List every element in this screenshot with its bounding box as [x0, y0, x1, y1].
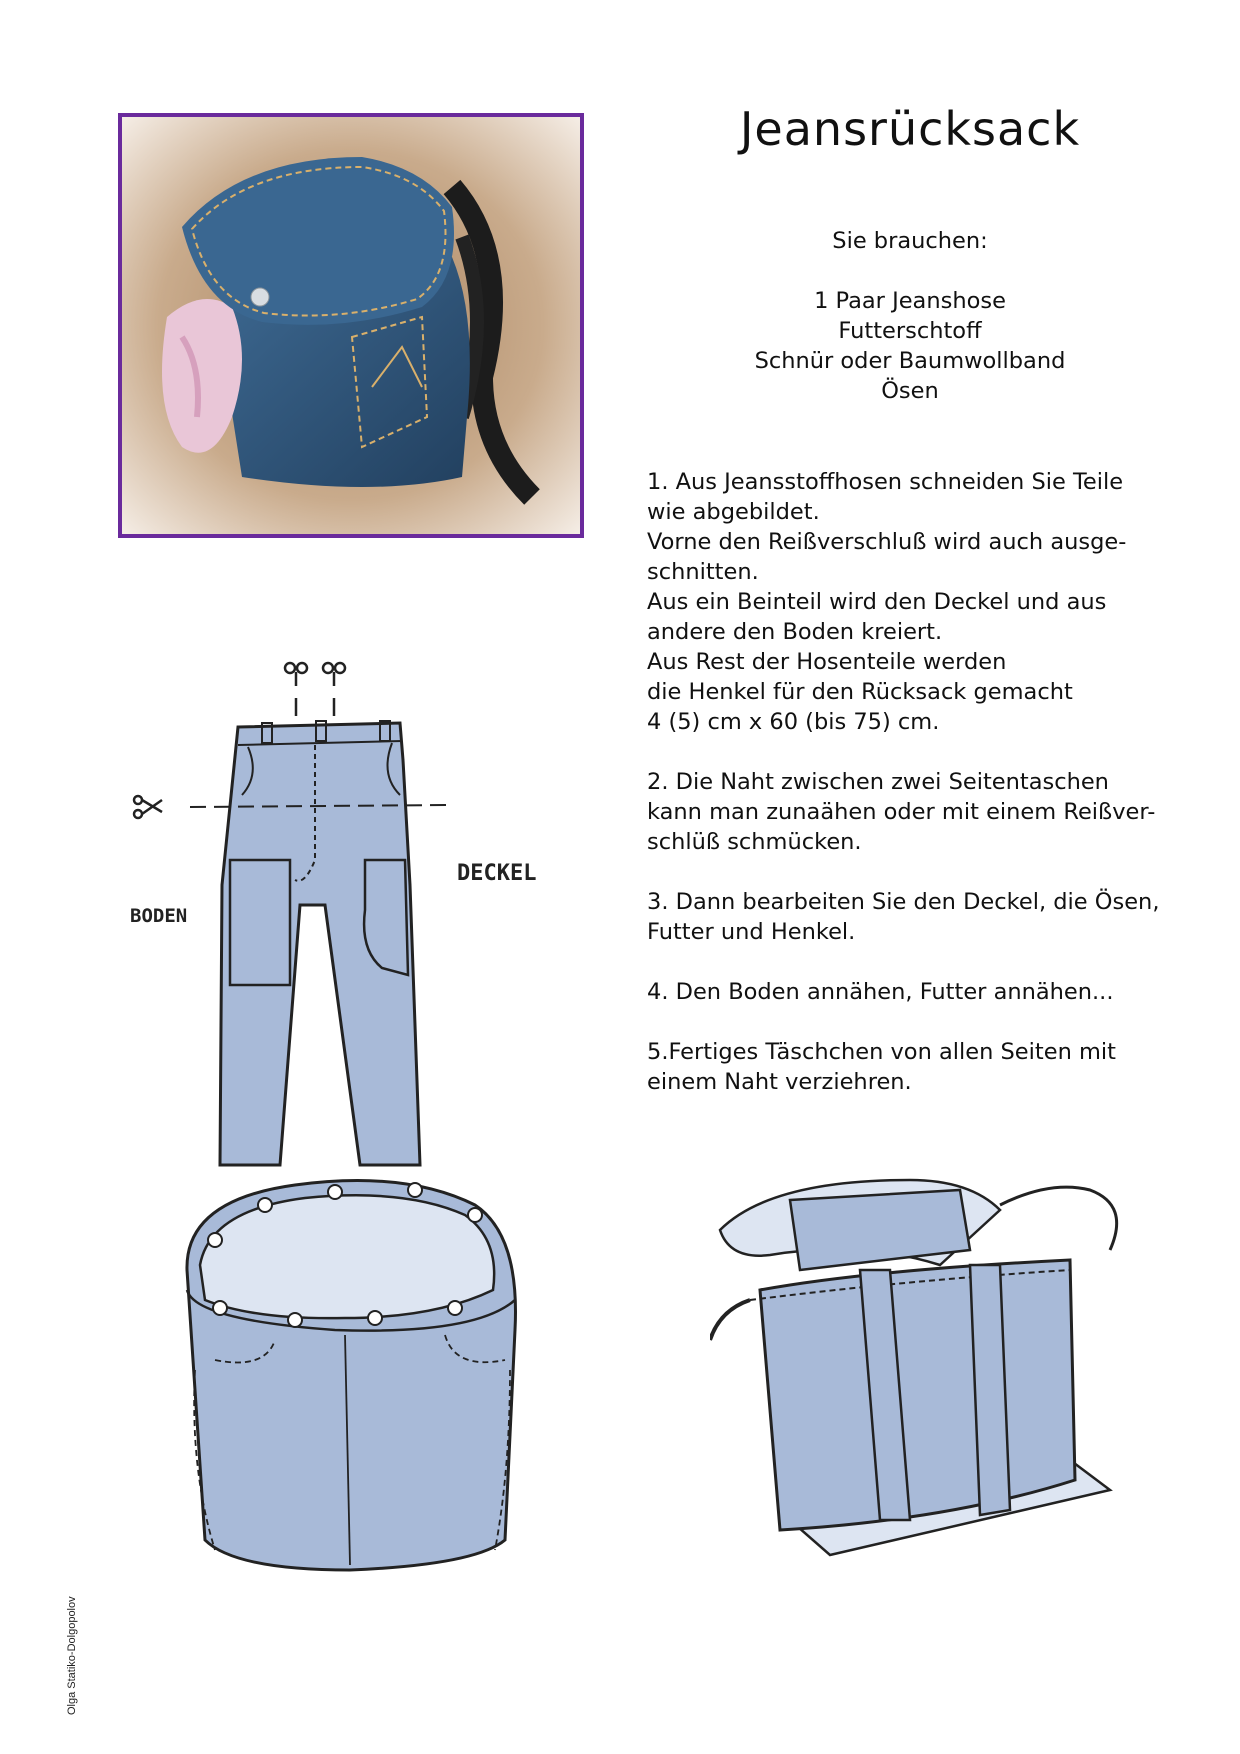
- bag-body-drawing: [175, 1170, 535, 1590]
- scissors-icon: [285, 663, 345, 686]
- step-1: 1. Aus Jeansstoffhosen schneiden Sie Teile wie abgebildet. Vorne den Reißverschluß wird auch ausge- schnitten. Aus ein Beinteil wird den Deckel und aus andere den Boden kreiert. Aus Rest der Hosenteile werden die Henkel für den Rücksack gemacht 4 (5) cm x 60 (bis 75) cm.: [647, 469, 1127, 735]
- material-item: Ösen: [881, 378, 939, 404]
- jeans-cutting-diagram: [120, 650, 620, 1170]
- label-boden: BODEN: [130, 905, 188, 927]
- instructions: [647, 467, 1187, 1127]
- label-deckel: DECKEL: [457, 861, 537, 886]
- materials-block: [640, 226, 1180, 406]
- step-5: 5.Fertiges Täschchen von allen Seiten mit einem Naht verziehren.: [647, 1039, 1116, 1095]
- material-item: Futterschtoff: [838, 318, 982, 344]
- page-title: Jeansrücksack: [739, 102, 1081, 156]
- step-2: 2. Die Naht zwischen zwei Seitentaschen kann man zunaähen oder mit einem Reißver- schlüß schmücken.: [647, 769, 1156, 855]
- material-item: Schnür oder Baumwollband: [754, 348, 1066, 374]
- author-credit: Olga Statiko-Dolgopolov: [66, 1596, 78, 1715]
- step-3: 3. Dann bearbeiten Sie den Deckel, die Ösen, Futter und Henkel.: [647, 889, 1160, 945]
- step-4: 4. Den Boden annähen, Futter annähen...: [647, 979, 1114, 1005]
- backpack-photo: [118, 113, 584, 538]
- scissors-icon: [134, 796, 162, 818]
- needs-heading: Sie brauchen:: [832, 228, 988, 254]
- material-item: 1 Paar Jeanshose: [814, 288, 1006, 314]
- finished-backpack-drawing: [710, 1160, 1130, 1580]
